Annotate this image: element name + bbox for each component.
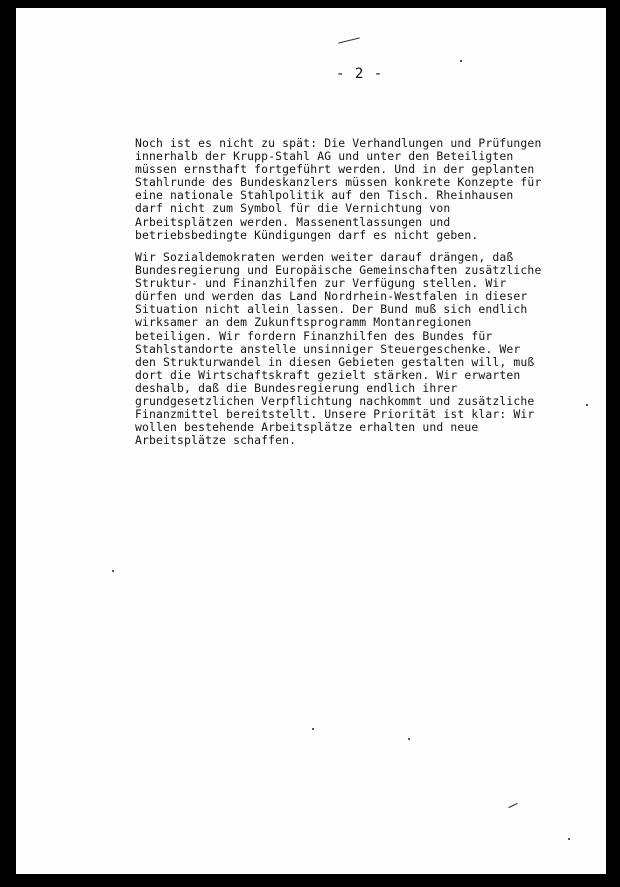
page-number: - 2 - (336, 66, 384, 82)
paragraph-2 (135, 251, 575, 447)
text-line: Situation nicht allein lassen. Der Bund muß sich endlich (135, 302, 528, 317)
text-line: innerhalb der Krupp-Stahl AG und unter den Beteiligten (135, 149, 514, 164)
text-line: eine nationale Stahlpolitik auf den Tisch. Rheinhausen (135, 188, 514, 203)
text-line: Bundesregierung und Europäische Gemeinschaften zusätzliche (135, 263, 542, 278)
text-line: Stahlstandorte anstelle unsinniger Steuergeschenke. Wer (135, 341, 521, 356)
scan-speck (408, 738, 410, 740)
text-line: Noch ist es nicht zu spät: Die Verhandlungen und Prüfungen (135, 136, 542, 150)
text-line: wollen bestehende Arbeitsplätze erhalten und neue (135, 420, 479, 435)
text-line: betriebsbedingte Kündigungen darf es nicht geben. (135, 227, 479, 242)
text-line: müssen ernsthaft fortgeführt werden. Und in der geplanten (135, 162, 535, 177)
scan-mark (338, 37, 360, 43)
scan-speck (312, 728, 314, 730)
text-line: grundgesetzlichen Verpflichtung nachkommt und zusätzliche (135, 394, 535, 409)
text-line: dürfen und werden das Land Nordrhein-Westfalen in dieser (135, 289, 528, 304)
text-line: den Strukturwandel in diesen Gebieten gestalten will, muß (135, 354, 535, 369)
text-line: deshalb, daß die Bundesregierung endlich ihrer (135, 380, 458, 395)
scan-mark (508, 803, 517, 808)
scan-speck (112, 570, 114, 572)
text-line: beteiligen. Wir fordern Finanzhilfen des Bundes für (135, 328, 493, 343)
paragraph-1 (135, 137, 575, 242)
text-line: dort die Wirtschaftskraft gezielt stärken. Wir erwarten (135, 367, 521, 382)
scan-speck (460, 60, 462, 62)
text-line: wirksamer an dem Zukunftsprogramm Montanregionen (135, 315, 472, 330)
text-line: Struktur- und Finanzhilfen zur Verfügung stellen. Wir (135, 276, 507, 291)
document-page (16, 8, 606, 874)
text-line: Stahlrunde des Bundeskanzlers müssen konkrete Konzepte für (135, 175, 542, 190)
scan-speck (586, 404, 588, 406)
text-line: Wir Sozialdemokraten werden weiter darauf drängen, daß (135, 250, 514, 264)
scan-speck (568, 838, 570, 840)
text-line: darf nicht zum Symbol für die Vernichtung von (135, 201, 451, 216)
text-line: Arbeitsplätzen werden. Massenentlassungen und (135, 214, 451, 229)
text-line: Arbeitsplätze schaffen. (135, 433, 297, 448)
text-line: Finanzmittel bereitstellt. Unsere Priorität ist klar: Wir (135, 407, 535, 422)
